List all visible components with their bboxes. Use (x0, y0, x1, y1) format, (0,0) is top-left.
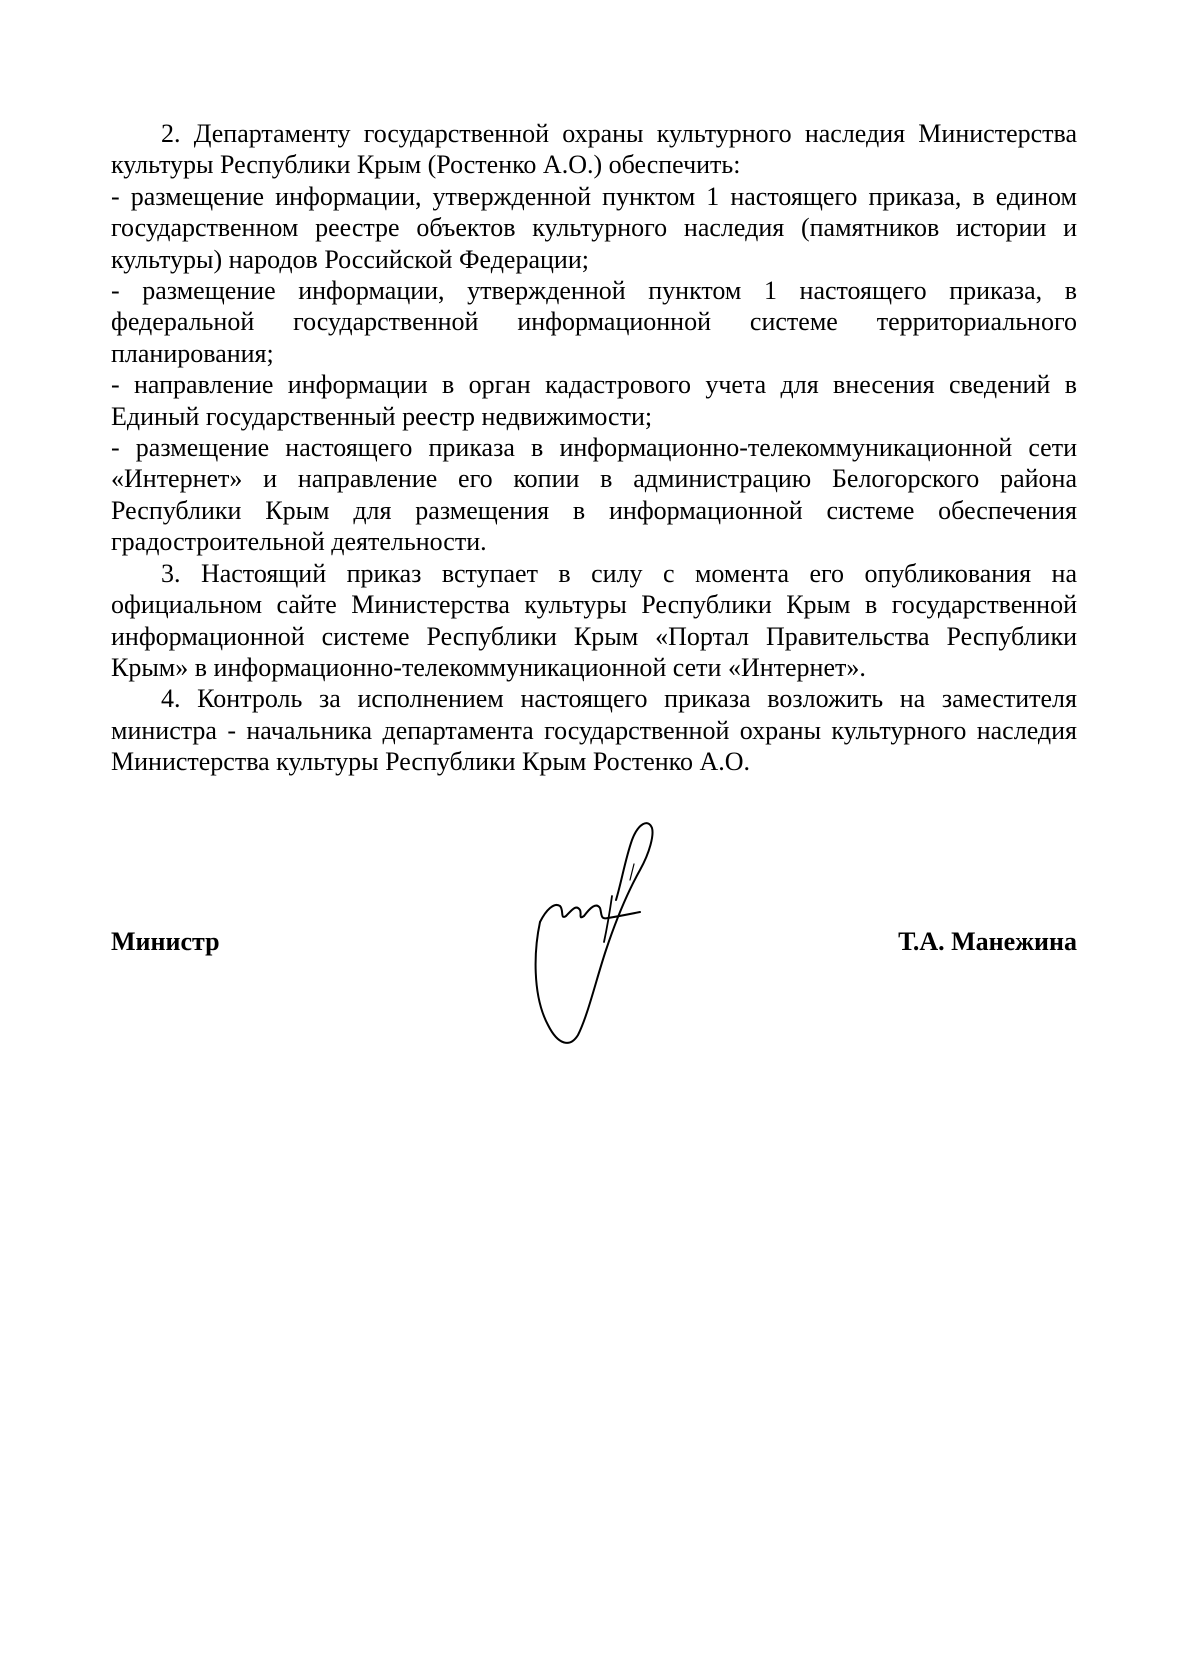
document-body (111, 118, 1077, 778)
paragraph-bullet-cadastral: - направление информации в орган кадастрового учета для внесения сведений в Единый государственный реестр недвижимости; (111, 370, 1077, 431)
paragraph-bullet-planning-system: - размещение информации, утвержденной пунктом 1 настоящего приказа, в федеральной государственной информационной системе территориального планирования; (111, 276, 1077, 368)
paragraph-item-4: 4. Контроль за исполнением настоящего приказа возложить на заместителя министра - начальника департамента государственной охраны культурного наследия Министерства культуры Республики Крым Ростенко А.О. (111, 684, 1077, 777)
signer-title: Министр (111, 927, 220, 956)
handwritten-signature (530, 810, 710, 1060)
signer-name: Т.А. Манежина (898, 927, 1077, 956)
paragraph-bullet-internet: - размещение настоящего приказа в информационно-телекоммуникационной сети «Интернет» и направление его копии в администрацию Белогорского района Республики Крым для размещения в информационной системе обеспечения градостроительной деятельности. (111, 433, 1077, 557)
paragraph-item-3: 3. Настоящий приказ вступает в силу с момента его опубликования на официальном сайте Министерства культуры Республики Крым в государственной информационной системе Республики Крым «Портал Правительства Республики Крым» в информационно-телекоммуникационной сети «Интернет». (111, 558, 1077, 682)
paragraph-bullet-registry: - размещение информации, утвержденной пунктом 1 настоящего приказа, в едином государственном реестре объектов культурного наследия (памятников истории и культуры) народов Российской Федерации; (111, 181, 1077, 274)
paragraph-item-2: 2. Департаменту государственной охраны культурного наследия Министерства культуры Республики Крым (Ростенко А.О.) обеспечить: (111, 119, 1077, 180)
